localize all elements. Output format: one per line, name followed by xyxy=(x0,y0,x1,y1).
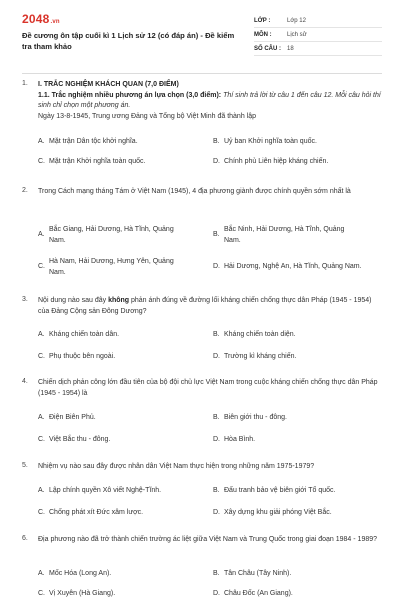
option-letter: A. xyxy=(38,414,45,421)
option-letter: D. xyxy=(213,353,220,360)
option-letter: A. xyxy=(38,138,45,145)
question-text: Nhiệm vụ nào sau đây được nhân dân Việt Nam thực hiện trong những năm 1975-1979? xyxy=(38,463,315,470)
document-title: Đề cương ôn tập cuối kì 1 Lịch sử 12 (có đáp án) - Đề kiểm tra tham khảo xyxy=(22,31,235,51)
option-text: Lập chính quyền Xô viết Nghệ-Tĩnh. xyxy=(49,487,162,494)
option-d[interactable] xyxy=(213,352,382,363)
meta-row-count xyxy=(254,42,382,56)
option-a[interactable] xyxy=(38,569,204,580)
option-letter: B. xyxy=(213,487,220,494)
option-letter: C. xyxy=(38,590,45,597)
option-d[interactable] xyxy=(213,262,382,273)
option-text: Hòa Bình. xyxy=(224,436,256,443)
question-body xyxy=(38,378,382,399)
option-letter: C. xyxy=(38,509,45,516)
meta-value: 18 xyxy=(287,45,294,52)
option-b[interactable] xyxy=(213,225,382,246)
option-text: Hải Dương, Nghệ An, Hà Tĩnh, Quảng Nam. xyxy=(224,263,362,270)
option-letter: D. xyxy=(213,263,220,270)
option-b[interactable] xyxy=(213,486,382,497)
option-letter: D. xyxy=(213,509,220,516)
option-letter: A. xyxy=(38,231,45,239)
question-text: Địa phương nào đã trở thành chiến trường ác liệt giữa Việt Nam và Trung Quốc trong giai đoạn 1984 - 1989? xyxy=(38,536,378,543)
subsection-note: Thí sinh trả lời từ câu 1 đến câu 12. Mỗi câu hỏi thí sinh chỉ chọn một phương án. xyxy=(38,91,381,109)
question-text-after: phản ánh đúng về đường lối kháng chiến chống thực dân Pháp (1945 - 1954) của Đảng Cộng sản Đông Dương? xyxy=(38,297,372,315)
option-b[interactable] xyxy=(213,137,382,148)
option-letter: A. xyxy=(38,487,45,494)
option-letter: C. xyxy=(38,436,45,443)
option-c[interactable] xyxy=(38,508,204,519)
section-heading: I. TRẮC NGHIỆM KHÁCH QUAN (7,0 ĐIỂM) xyxy=(38,81,179,88)
option-letter: C. xyxy=(38,263,45,271)
question-number: 6. xyxy=(22,535,28,542)
option-text: Mốc Hóa (Long An). xyxy=(49,570,112,577)
option-text: Kháng chiến toàn diện. xyxy=(224,331,296,338)
option-letter: B. xyxy=(213,331,220,338)
option-d[interactable] xyxy=(213,589,382,600)
option-letter: C. xyxy=(38,158,45,165)
option-letter: D. xyxy=(213,436,220,443)
option-b[interactable] xyxy=(213,569,382,580)
option-text: Phụ thuộc bên ngoài. xyxy=(49,353,116,360)
question-1 xyxy=(22,80,382,165)
meta-row-class xyxy=(254,14,382,28)
question-body xyxy=(38,462,382,473)
option-text: Mặt trận Khởi nghĩa toàn quốc. xyxy=(49,158,146,165)
option-a[interactable] xyxy=(38,330,204,341)
option-b[interactable] xyxy=(213,330,382,341)
subsection-title: 1.1. Trắc nghiệm nhiều phương án lựa chọn (3,0 điểm): xyxy=(38,91,222,99)
question-text: Ngày 13-8-1945, Trung ương Đảng và Tổng bộ Việt Minh đã thành lập xyxy=(38,112,256,120)
meta-label: SỐ CÂU : xyxy=(254,45,281,52)
section-instructions xyxy=(38,91,382,112)
question-text-before: Nội dung nào sau đây xyxy=(38,297,109,304)
meta-label: LỚP : xyxy=(254,17,271,24)
option-text: Điện Biên Phủ. xyxy=(49,414,96,421)
option-text: Hà Nam, Hải Dương, Hưng Yên, Quảng Nam. xyxy=(49,258,174,276)
meta-row-subject xyxy=(254,28,382,42)
option-text: Uỷ ban Khởi nghĩa toàn quốc. xyxy=(224,138,317,145)
question-body xyxy=(38,535,382,546)
option-b[interactable] xyxy=(213,413,382,424)
option-text: Tân Châu (Tây Ninh). xyxy=(224,570,292,577)
option-letter: B. xyxy=(213,138,220,145)
question-number: 5. xyxy=(22,462,28,469)
option-a[interactable] xyxy=(38,413,204,424)
logo-suffix: .vn xyxy=(50,19,60,25)
option-c[interactable] xyxy=(38,352,204,363)
option-d[interactable] xyxy=(213,508,382,519)
option-letter: B. xyxy=(213,570,220,577)
question-4 xyxy=(22,378,382,448)
question-text-emphasis: không xyxy=(108,297,130,304)
question-number: 4. xyxy=(22,378,28,385)
option-c[interactable] xyxy=(38,157,204,168)
question-text: Chiến dịch phản công lớn đầu tiên của bộ đội chủ lực Việt Nam trong cuộc kháng chiến chống thực dân Pháp (1945 - 1954) là xyxy=(38,379,378,397)
meta-label: MÔN : xyxy=(254,31,272,38)
option-text: Bắc Ninh, Hải Dương, Hà Tĩnh, Quảng Nam. xyxy=(224,226,345,244)
question-body xyxy=(38,187,382,198)
header-divider xyxy=(22,73,382,74)
option-letter: A. xyxy=(38,331,45,338)
question-body xyxy=(38,80,382,122)
question-text: Trong Cách mạng tháng Tám ở Việt Nam (1945), 4 địa phương giành được chính quyền sớm nhất là xyxy=(38,188,351,195)
question-number: 1. xyxy=(22,80,28,87)
option-d[interactable] xyxy=(213,435,382,446)
option-a[interactable] xyxy=(38,225,204,246)
option-text: Việt Bắc thu - đông. xyxy=(49,436,111,443)
question-6 xyxy=(22,535,382,599)
option-a[interactable] xyxy=(38,137,204,148)
option-letter: B. xyxy=(213,414,220,421)
site-logo[interactable] xyxy=(22,12,60,26)
question-number: 3. xyxy=(22,296,28,303)
option-text: Mặt trận Dân tộc khởi nghĩa. xyxy=(49,138,138,145)
option-text: Biên giới thu - đông. xyxy=(224,414,287,421)
option-text: Bắc Giang, Hải Dương, Hà Tĩnh, Quảng Nam. xyxy=(49,226,174,244)
option-letter: D. xyxy=(213,158,220,165)
option-text: Xây dựng khu giải phóng Việt Bắc. xyxy=(224,509,332,516)
meta-value: Lớp 12 xyxy=(287,17,306,24)
option-text: Trường kì kháng chiến. xyxy=(224,353,297,360)
option-letter: C. xyxy=(38,353,45,360)
option-text: Chính phủ Liên hiệp kháng chiến. xyxy=(224,158,329,165)
option-text: Đấu tranh bảo vệ biên giới Tổ quốc. xyxy=(224,487,336,494)
question-5 xyxy=(22,462,382,522)
option-c[interactable] xyxy=(38,257,204,278)
option-c[interactable] xyxy=(38,435,204,446)
option-c[interactable] xyxy=(38,589,204,600)
option-text: Kháng chiến toàn dân. xyxy=(49,331,120,338)
option-a[interactable] xyxy=(38,486,204,497)
option-text: Vị Xuyên (Hà Giang). xyxy=(49,590,116,597)
option-letter: A. xyxy=(38,570,45,577)
option-letter: B. xyxy=(213,231,220,239)
option-text: Châu Đốc (An Giang). xyxy=(224,590,293,597)
question-body xyxy=(38,296,382,317)
meta-table xyxy=(254,14,382,56)
question-3 xyxy=(22,296,382,366)
option-text: Chống phát xít Đức xâm lược. xyxy=(49,509,144,516)
meta-value: Lịch sử xyxy=(287,31,307,38)
question-number: 2. xyxy=(22,187,28,194)
logo-text: 2048 xyxy=(22,12,50,26)
option-d[interactable] xyxy=(213,157,382,168)
question-2 xyxy=(22,187,382,277)
option-letter: D. xyxy=(213,590,220,597)
